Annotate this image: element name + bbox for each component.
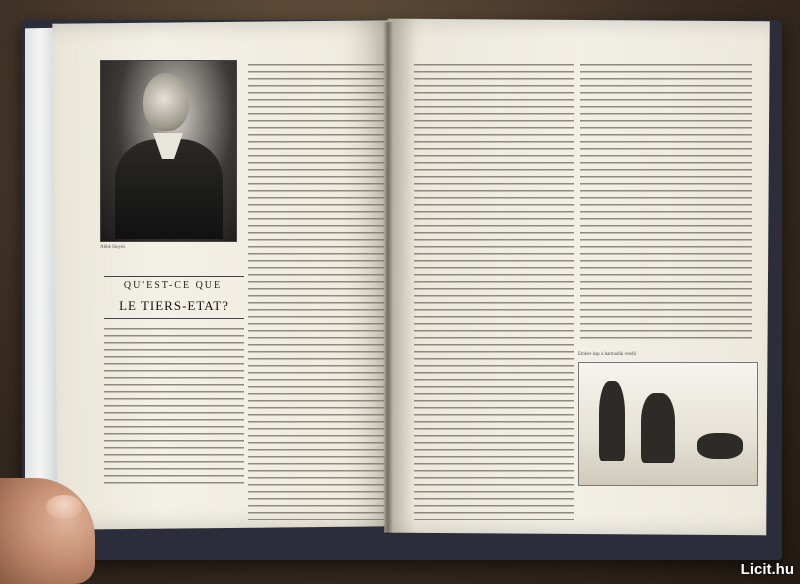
pamphlet-title-line1: QU'EST-CE QUE <box>123 280 223 291</box>
illustration-caption: Ember kap a harmadik rendű <box>578 352 637 357</box>
caricature-illustration <box>578 362 758 486</box>
caricature-figure <box>641 393 675 463</box>
pamphlet-facsimile-text <box>104 324 244 484</box>
title-rule-top <box>104 276 244 277</box>
portrait-caption: Abbé Sieyès <box>100 245 126 250</box>
caricature-figure <box>697 433 743 459</box>
watermark-text: Licit.hu <box>740 561 794 578</box>
left-page-body-text <box>248 60 384 520</box>
caricature-figure <box>599 381 625 461</box>
right-page-column2-text <box>580 60 752 340</box>
portrait-engraving <box>100 60 237 242</box>
title-rule-bottom <box>104 318 244 319</box>
right-page-column1-text <box>414 60 574 520</box>
page-gutter <box>383 22 393 534</box>
portrait-face <box>143 73 189 131</box>
pamphlet-title-line2: LE TIERS-ETAT? <box>119 298 229 313</box>
thumbnail-nail <box>46 495 82 519</box>
